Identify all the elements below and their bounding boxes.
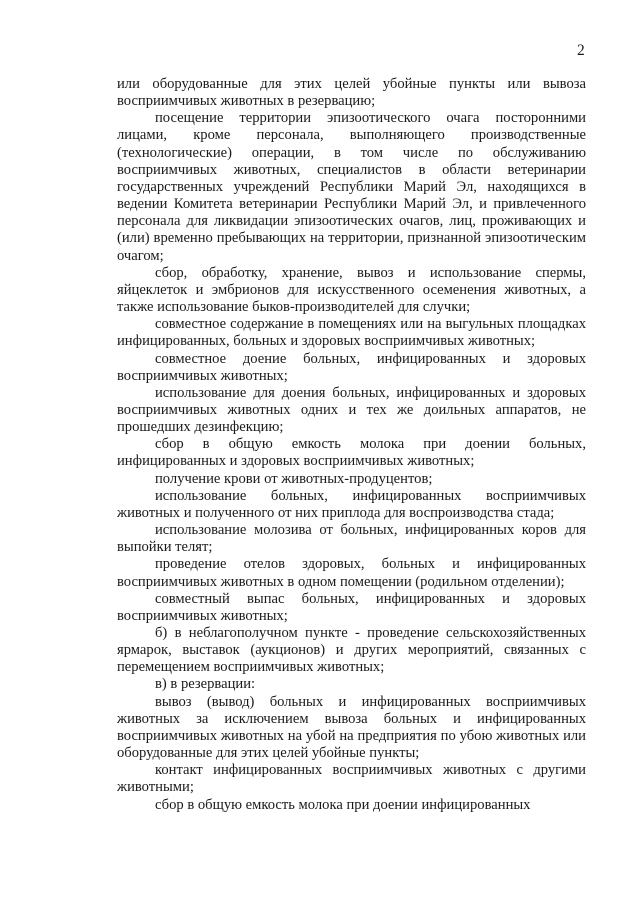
paragraph: сбор в общую емкость молока при доении инфицированных	[155, 796, 531, 813]
paragraph: контакт инфицированных восприимчивых животных с другими животными;	[117, 762, 586, 796]
paragraph: в) в резервации:	[155, 676, 256, 693]
paragraph: вывоз (вывод) больных и инфицированных восприимчивых животных за исключением вывоза больных и инфицированных восприимчивых животных на убой на предприятия по убою животных или оборудованные для этих целей убойные пункты;	[117, 693, 586, 762]
paragraph: получение крови от животных-продуцентов;	[155, 470, 433, 487]
paragraph: совместное содержание в помещениях или на выгульных площадках инфицированных, больных и здоровых восприимчивых животных;	[117, 316, 586, 350]
paragraph: или оборудованные для этих целей убойные пункты или вывоза восприимчивых животных в резервацию;	[117, 76, 586, 110]
paragraph: использование для доения больных, инфицированных и здоровых восприимчивых животных одних и тех же доильных аппаратов, не прошедших дезинфекцию;	[117, 384, 586, 436]
page-number: 2	[577, 42, 585, 59]
paragraph: б) в неблагополучном пункте - проведение сельскохозяйственных ярмарок, выставок (аукционов) и других мероприятий, связанных с перемещением восприимчивых животных;	[117, 625, 586, 676]
paragraph: посещение территории эпизоотического очага посторонними лицами, кроме персонала, выполняющего производственные (технологические) операции, в том числе по обслуживанию восприимчивых животных, специалистов в области ветеринарии государственных учреждений Республики Марий Эл, находящихся в ведении Комитета ветеринарии Республики Марий Эл, и привлеченного персонала для ликвидации эпизоотических очагов, лиц, проживающих и (или) временно пребывающих на территории, признанной эпизоотическим очагом;	[117, 110, 586, 264]
paragraph: проведение отелов здоровых, больных и инфицированных восприимчивых животных в одном помещении (родильном отделении);	[117, 556, 586, 590]
paragraph: сбор в общую емкость молока при доении больных, инфицированных и здоровых восприимчивых животных;	[117, 436, 586, 470]
paragraph: совместное доение больных, инфицированных и здоровых восприимчивых животных;	[117, 350, 586, 384]
document-body	[117, 76, 586, 814]
paragraph: использование молозива от больных, инфицированных коров для выпойки телят;	[117, 522, 586, 556]
paragraph: использование больных, инфицированных восприимчивых животных и полученного от них приплода для воспроизводства стада;	[117, 487, 586, 521]
paragraph: совместный выпас больных, инфицированных и здоровых восприимчивых животных;	[117, 590, 586, 624]
paragraph: сбор, обработку, хранение, вывоз и использование спермы, яйцеклеток и эмбрионов для искусственного осеменения животных, а также использование быков-производителей для случки;	[117, 264, 586, 316]
